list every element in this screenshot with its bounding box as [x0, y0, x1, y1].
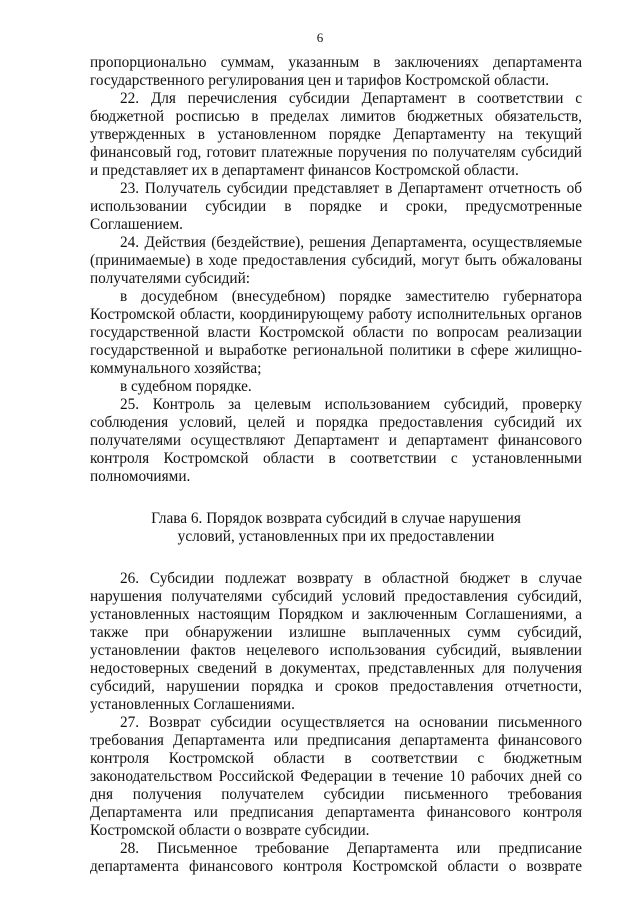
text-line: контроля Костромской области в соответствии с установленными	[90, 450, 582, 467]
text-line: установлении фактов нецелевого использования субсидий, выявлении	[90, 642, 582, 659]
page-number: 6	[316, 30, 324, 45]
text-line: соблюдения условий, целей и порядка предоставления субсидий их	[90, 414, 582, 431]
text-line: бюджетной росписью в пределах лимитов бюджетных обязательств,	[90, 108, 582, 125]
text-line: 22. Для перечисления субсидии Департамент в соответствии с	[120, 90, 582, 107]
chapter-heading	[90, 486, 582, 570]
paragraphs-before-chapter	[90, 54, 582, 486]
text-line: государственного регулирования цен и тарифов Костромской области.	[90, 72, 550, 89]
paragraph-p22	[90, 90, 582, 180]
paragraph-p24	[90, 234, 582, 288]
text-line: 25. Контроль за целевым использованием субсидий, проверку	[120, 396, 582, 413]
paragraph-p21-cont	[90, 54, 582, 90]
text-line: пропорционально суммам, указанным в заключениях департамента	[90, 54, 582, 71]
chapter-heading-line: Глава 6. Порядок возврата субсидий в случае нарушения	[151, 510, 521, 527]
text-line: получателями осуществляют Департамент и департамент финансового	[90, 432, 582, 449]
chapter-heading-line: условий, установленных при их предоставлении	[177, 528, 495, 545]
text-line: 28. Письменное требование Департамента или предписание	[120, 840, 582, 857]
text-line: Департамента или предписания департамента финансового контроля	[90, 804, 582, 821]
paragraph-p23	[90, 180, 582, 234]
text-line: субсидий, нарушении порядка и сроков предоставления отчетности,	[90, 678, 582, 695]
text-line: финансовый год, готовит платежные поручения по получателям субсидий	[90, 144, 582, 161]
text-line: недостоверных сведений в документах, представленных для получения	[90, 660, 582, 677]
text-line: 27. Возврат субсидии осуществляется на основании письменного	[120, 714, 582, 731]
text-line: и представляет их в департамент финансов Костромской области.	[90, 162, 519, 179]
text-line: 23. Получатель субсидии представляет в Департамент отчетность об	[120, 180, 582, 197]
text-line: государственной и выработке региональной политики в сфере жилищно-	[90, 342, 582, 359]
text-line: Соглашением.	[90, 216, 184, 233]
text-line: получателями субсидий:	[90, 270, 251, 287]
text-line: полномочиями.	[90, 468, 191, 485]
text-line: установленных настоящим Порядком и заключенным Соглашениями, а	[90, 606, 582, 623]
text-line: государственной власти Костромской области по вопросам реализации	[90, 324, 582, 341]
text-line: Костромской области о возврате субсидии.	[90, 822, 370, 839]
paragraphs-after-chapter	[90, 570, 582, 876]
text-line: использовании субсидии в порядке и сроки, предусмотренные	[90, 198, 582, 215]
text-line: 24. Действия (бездействие), решения Департамента, осуществляемые	[120, 234, 582, 251]
text-line: департамента финансового контроля Костромской области о возврате	[90, 858, 582, 875]
text-line: утвержденных в установленном порядке Департаменту на текущий	[90, 126, 582, 143]
text-line: также при обнаружении излишне выплаченных сумм субсидий,	[90, 624, 582, 641]
paragraph-p28	[90, 840, 582, 876]
text-line: 26. Субсидии подлежат возврату в областной бюджет в случае	[120, 570, 582, 587]
text-line: в судебном порядке.	[120, 378, 252, 395]
text-line: Костромской области, координирующему работу исполнительных органов	[90, 306, 582, 323]
text-line: (принимаемые) в ходе предоставления субсидий, могут быть обжалованы	[90, 252, 582, 269]
text-line: в досудебном (внесудебном) порядке заместителю губернатора	[120, 288, 582, 305]
text-line: дня получения получателем субсидии письменного требования	[90, 786, 582, 803]
paragraph-p24-b	[90, 378, 582, 396]
text-line: коммунального хозяйства;	[90, 360, 262, 377]
paragraph-p26	[90, 570, 582, 714]
text-line: контроля Костромской области в соответствии с бюджетным	[90, 750, 582, 767]
document-body	[90, 54, 582, 876]
text-line: установленных Соглашениями.	[90, 696, 295, 713]
paragraph-p27	[90, 714, 582, 840]
paragraph-p25	[90, 396, 582, 486]
text-line: законодательством Российской Федерации в течение 10 рабочих дней со	[90, 768, 582, 785]
paragraph-p24-a	[90, 288, 582, 378]
text-line: требования Департамента или предписания департамента финансового	[90, 732, 582, 749]
text-line: нарушения получателями субсидий условий предоставления субсидий,	[90, 588, 582, 605]
